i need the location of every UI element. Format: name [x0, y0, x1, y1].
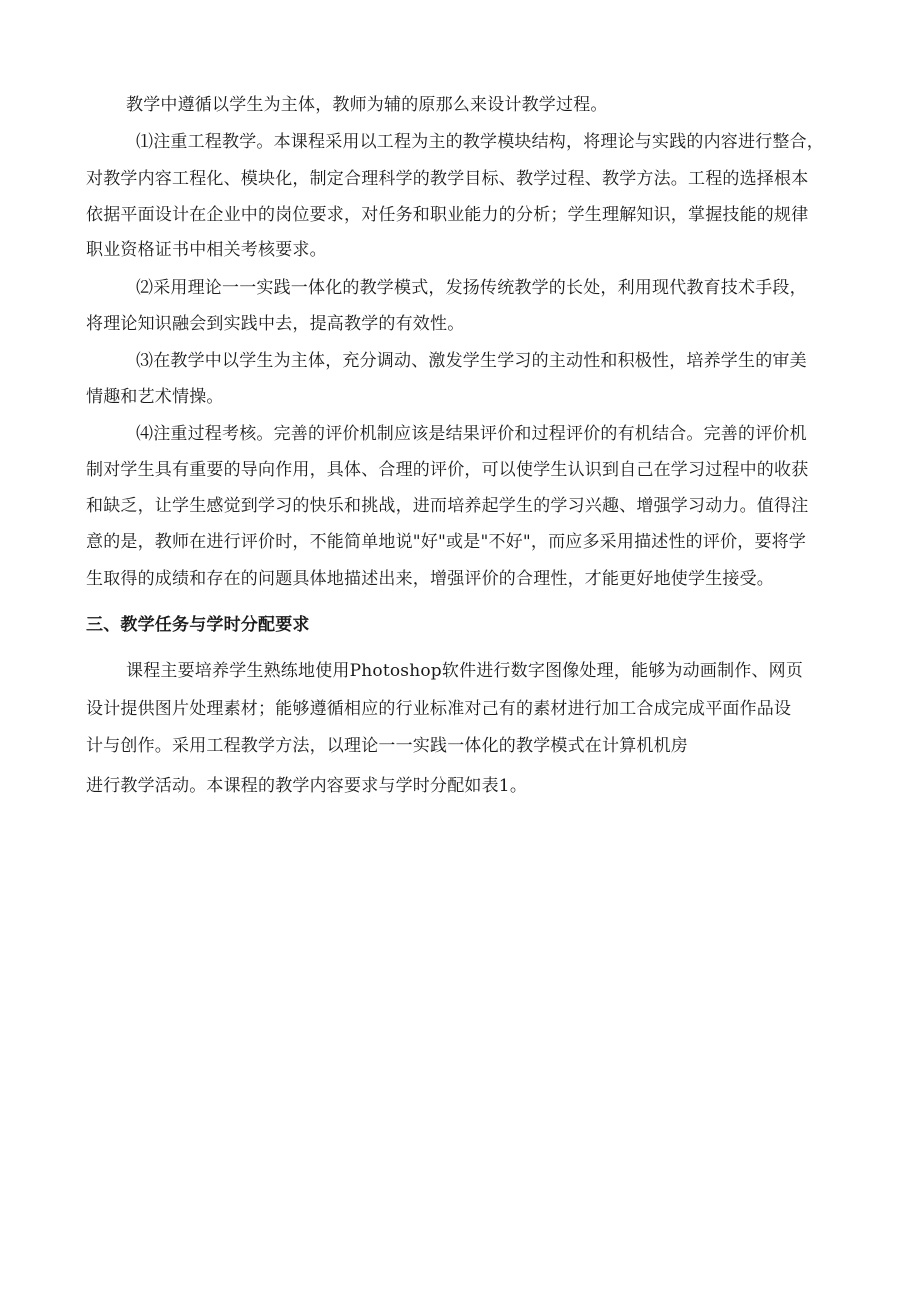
item-2-line-2: 将理论知识融会到实践中去，提高教学的有效性。 [86, 314, 465, 334]
item-4-line-3: 和缺乏，让学生感觉到学习的快乐和挑战，进而培养起学生的学习兴趣、增强学习动力。值得注 [86, 496, 809, 516]
item-1-line-1: ⑴注重工程教学。本课程采用以工程为主的教学模块结构，将理论与实践的内容进行整合， [136, 132, 824, 152]
item-3-line-2: 情趣和艺术情操。 [86, 387, 224, 407]
item-4-line-1: ⑷注重过程考核。完善的评价机制应该是结果评价和过程评价的有机结合。完善的评价机 [136, 424, 807, 444]
section-line-3: 计与创作。采用工程教学方法，以理论一一实践一体化的教学模式在计算机机房 [86, 736, 688, 756]
section-line-4: 进行教学活动。本课程的教学内容要求与学时分配如表1。 [86, 776, 528, 796]
item-4-line-4: 意的是，教师在进行评价时，不能简单地说"好"或是"不好"，而应多采用描述性的评价，要将学 [86, 532, 807, 552]
item-2-line-1: ⑵采用理论一一实践一体化的教学模式，发扬传统教学的长处，利用现代教育技术手段， [136, 278, 807, 298]
item-1-line-4: 职业资格证书中相关考核要求。 [86, 240, 327, 260]
item-4-line-5: 生取得的成绩和存在的问题具体地描述出来，增强评价的合理性，才能更好地使学生接受。 [86, 569, 774, 589]
section-heading: 三、教学任务与学时分配要求 [86, 615, 310, 635]
section-line-2: 设计提供图片处理素材；能够遵循相应的行业标准对己有的素材进行加工合成完成平面作品设 [86, 699, 792, 719]
intro-paragraph: 教学中遵循以学生为主体，教师为辅的原那么来设计教学过程。 [126, 95, 608, 115]
item-1-line-2: 对教学内容工程化、模块化，制定合理科学的教学目标、教学过程、教学方法。工程的选择根本 [86, 169, 809, 189]
item-4-line-2: 制对学生具有重要的导向作用，具体、合理的评价，可以使学生认识到自己在学习过程中的收获 [86, 460, 809, 480]
item-3-line-1: ⑶在教学中以学生为主体，充分调动、激发学生学习的主动性和积极性，培养学生的审美 [136, 351, 807, 371]
section-line-1: 课程主要培养学生熟练地使用Photoshop软件进行数字图像处理，能够为动画制作、网页 [126, 661, 804, 681]
item-1-line-3: 依据平面设计在企业中的岗位要求，对任务和职业能力的分析；学生理解知识，掌握技能的规律 [86, 205, 809, 225]
